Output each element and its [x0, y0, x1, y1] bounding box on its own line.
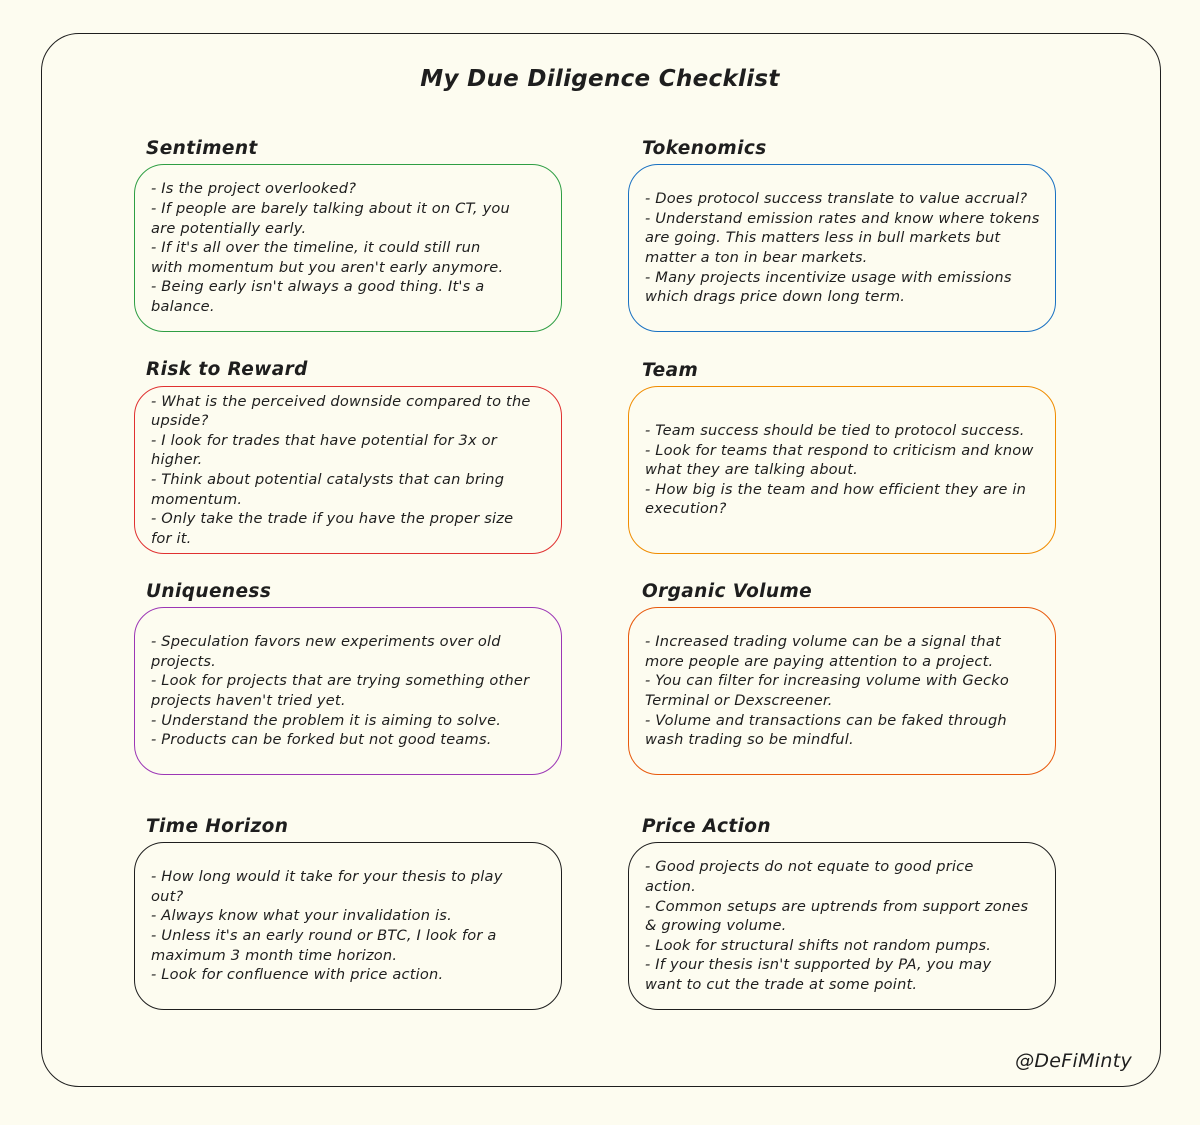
checklist-line: are going. This matters less in bull markets but — [645, 229, 1001, 247]
section-title-sentiment: Sentiment — [146, 138, 258, 159]
checklist-line: more people are paying attention to a project. — [645, 652, 994, 670]
checklist-line: - Understand the problem it is aiming to solve. — [151, 711, 502, 729]
checklist-line: wash trading so be mindful. — [645, 731, 854, 749]
checklist-line: execution? — [645, 500, 727, 518]
checklist-line: - Understand emission rates and know where tokens — [645, 209, 1040, 227]
checklist-line: - Common setups are uptrends from support zones — [645, 897, 1029, 915]
checklist-line: - Is the project overlooked? — [151, 180, 357, 198]
checklist-line: action. — [645, 878, 696, 896]
checklist-line: - Products can be forked but not good teams. — [151, 731, 492, 749]
checklist-line: - Team success should be tied to protocol success. — [645, 422, 1025, 440]
card-price-action — [628, 842, 1056, 1010]
checklist-line: upside? — [151, 412, 209, 430]
checklist-line: - Look for projects that are trying something other — [151, 672, 530, 690]
checklist-line: matter a ton in bear markets. — [645, 249, 868, 266]
checklist-line: want to cut the trade at some point. — [645, 975, 918, 993]
card-time-horizon — [134, 842, 562, 1010]
section-title-risk-to-reward: Risk to Reward — [146, 359, 308, 380]
checklist-line: - Good projects do not equate to good price — [645, 858, 974, 876]
checklist-line: - How long would it take for your thesis to play — [151, 868, 503, 886]
checklist-line: - Only take the trade if you have the proper size — [151, 510, 514, 528]
checklist-line: what they are talking about. — [645, 461, 858, 479]
page-title: My Due Diligence Checklist — [420, 66, 780, 92]
section-title-organic-volume: Organic Volume — [642, 581, 813, 602]
checklist-line: - Increased trading volume can be a signal that — [645, 633, 1001, 651]
author-handle: @DeFiMinty — [1015, 1050, 1132, 1072]
card-team — [628, 386, 1056, 554]
card-organic-volume — [628, 607, 1056, 775]
checklist-line: - You can filter for increasing volume with Gecko — [645, 672, 1010, 690]
checklist-line: momentum. — [151, 490, 243, 508]
checklist-line: & growing volume. — [645, 917, 787, 935]
checklist-line: which drags price down long term. — [645, 288, 906, 306]
checklist-line: - Look for teams that respond to criticism and know — [645, 441, 1034, 459]
section-title-time-horizon: Time Horizon — [146, 816, 289, 837]
checklist-line: projects haven't tried yet. — [151, 692, 346, 709]
section-title-tokenomics: Tokenomics — [642, 138, 767, 159]
checklist-line: - Does protocol success translate to value accrual? — [645, 190, 1028, 208]
checklist-line: are potentially early. — [151, 219, 307, 237]
checklist-line: - If people are barely talking about it on CT, you — [151, 200, 510, 218]
section-title-team: Team — [642, 360, 699, 381]
card-uniqueness — [134, 607, 562, 775]
checklist-line: maximum 3 month time horizon. — [151, 946, 398, 964]
checklist-line: - Look for confluence with price action. — [151, 966, 444, 984]
checklist-line: out? — [151, 887, 184, 905]
checklist-line: - If it's all over the timeline, it could still run — [151, 239, 481, 257]
checklist-line: - Many projects incentivize usage with emissions — [645, 268, 1012, 286]
checklist-line: - Being early isn't always a good thing. It's a — [151, 278, 485, 296]
checklist-line: - Unless it's an early round or BTC, I look for a — [151, 927, 497, 944]
checklist-line: - Volume and transactions can be faked through — [645, 711, 1007, 729]
checklist-line: - How big is the team and how efficient they are in — [645, 480, 1027, 498]
checklist-line: - Think about potential catalysts that can bring — [151, 471, 505, 488]
section-title-uniqueness: Uniqueness — [146, 581, 272, 602]
card-sentiment — [134, 164, 562, 332]
checklist-line: - Speculation favors new experiments over old — [151, 633, 501, 651]
checklist-line: - I look for trades that have potential for 3x or — [151, 431, 497, 449]
checklist-line: projects. — [151, 652, 217, 670]
checklist-line: - If your thesis isn't supported by PA, you may — [645, 956, 992, 974]
checklist-line: with momentum but you aren't early anymore. — [151, 258, 504, 276]
checklist-line: for it. — [151, 529, 192, 547]
checklist-line: - What is the perceived downside compared to the — [151, 392, 531, 410]
checklist-line: - Look for structural shifts not random pumps. — [645, 936, 992, 954]
section-title-price-action: Price Action — [642, 816, 771, 837]
card-risk-to-reward — [134, 386, 562, 554]
checklist-line: Terminal or Dexscreener. — [645, 692, 833, 709]
card-tokenomics — [628, 164, 1056, 332]
checklist-line: balance. — [151, 297, 215, 315]
checklist-line: - Always know what your invalidation is. — [151, 907, 452, 925]
checklist-line: higher. — [151, 451, 203, 469]
